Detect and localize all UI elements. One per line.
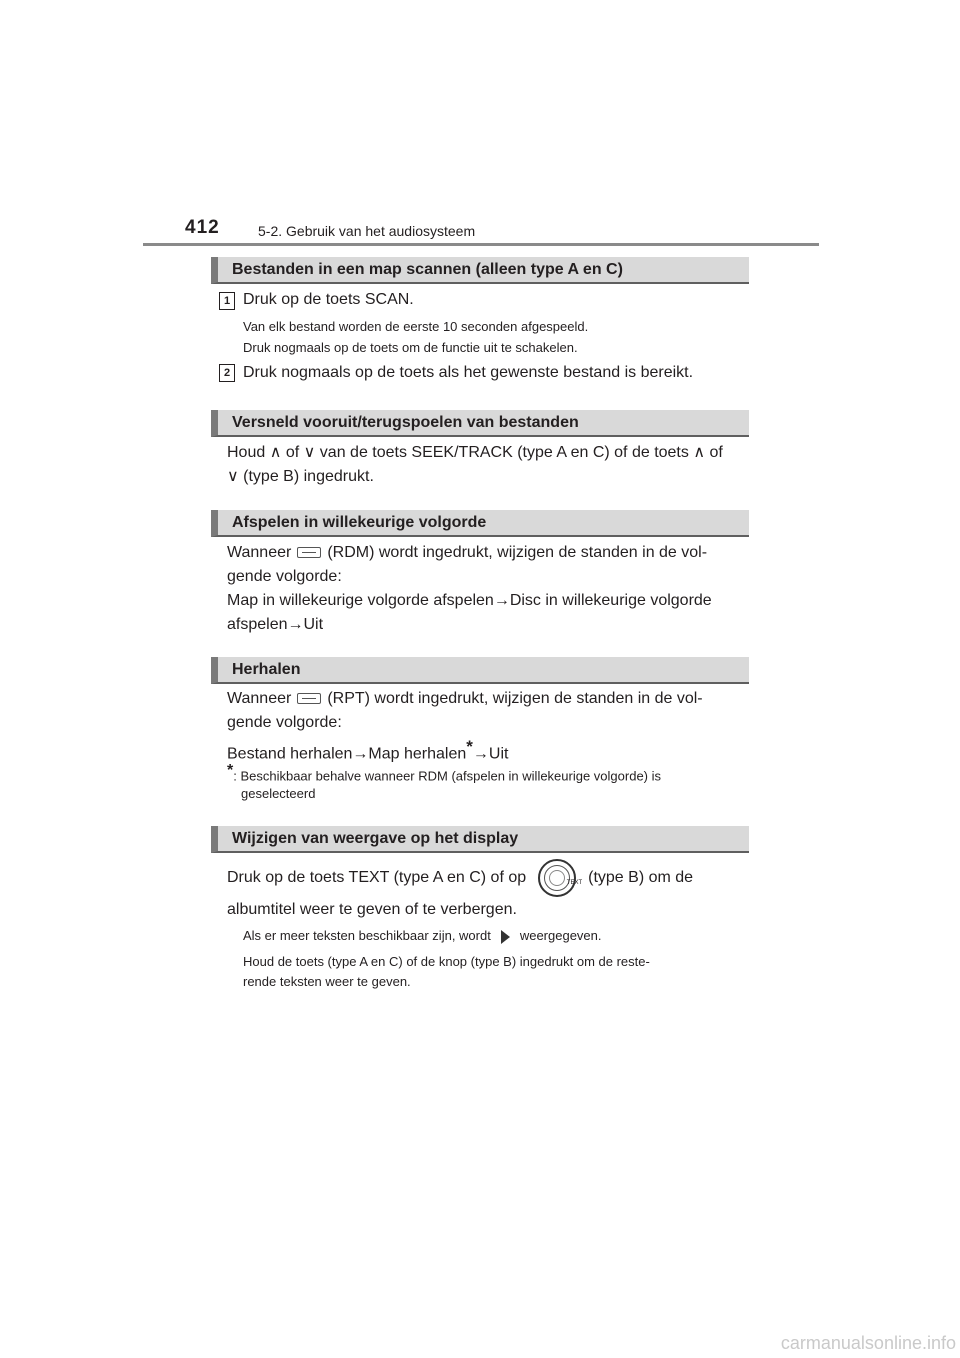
repeat-footnote [227,762,745,803]
seek-line-2: ∨ (type B) ingedrukt. [227,468,374,485]
repeat-heading-text: Herhalen [232,661,301,678]
seek-heading [211,410,749,437]
text-knob-icon [538,859,583,897]
footnote-text-2: geselecteerd [241,786,316,802]
repeat-line-1 [227,687,745,711]
repeat-heading [211,657,749,684]
step-1-badge: 1 [219,292,235,310]
step-1-text: Druk op de toets SCAN. [243,291,414,308]
page-number: 412 [185,217,220,238]
seek-body [227,441,745,489]
random-line-1-post: (RDM) wordt ingedrukt, wijzigen de standen in de vol- [327,544,708,561]
display-note-2-line-2: rende teksten weer te geven. [243,974,411,989]
display-line-1 [227,858,745,898]
repeat-line-2: gende volgorde: [227,714,342,731]
display-heading-text: Wijzigen van weergave op het display [232,830,519,847]
seek-line-1: Houd ∧ of ∨ van de toets SEEK/TRACK (type A en C) of de toets ∧ of [227,444,723,461]
random-line-3: Map in willekeurige volgorde afspelen→Disc in willekeurige volgorde [227,592,712,609]
rpt-button-icon [297,693,321,704]
step-1-note-1: Van elk bestand worden de eerste 10 seconden afgespeeld. [243,319,589,334]
display-note-1-post: weergegeven. [519,928,602,943]
random-line-2: gende volgorde: [227,568,342,585]
footnote-asterisk: * [227,762,234,779]
random-line-1 [227,541,745,565]
scan-heading-text: Bestanden in een map scannen (alleen type A en C) [232,261,623,278]
display-line-2: albumtitel weer te geven of te verbergen. [227,901,517,918]
random-body [227,541,745,637]
step-2-badge: 2 [219,364,235,382]
repeat-asterisk: * [466,737,473,756]
rdm-button-icon [297,547,321,558]
repeat-footnote-line-1 [227,762,745,785]
random-heading-text: Afspelen in willekeurige volgorde [232,514,487,531]
display-note-1 [243,926,745,946]
knob-label: TEXT [566,879,583,886]
repeat-line-1-post: (RPT) wordt ingedrukt, wijzigen de standen in de vol- [327,690,703,707]
random-line-4: afspelen→Uit [227,616,324,633]
scan-heading [211,257,749,284]
repeat-body [227,687,745,766]
seek-heading-text: Versneld vooruit/terugspoelen van bestanden [232,414,579,431]
random-line-1-pre: Wanneer [227,544,292,561]
watermark: carmanualsonline.info [780,1333,956,1353]
random-heading [211,510,749,537]
repeat-line-3-a: Bestand herhalen→Map herhalen [227,745,467,763]
step-2-text: Druk nogmaals op de toets als het gewenste bestand is bereikt. [243,364,694,381]
section-title: 5-2. Gebruik van het audiosysteem [258,223,476,239]
display-line-1-pre: Druk op de toets TEXT (type A en C) of op [227,869,527,886]
display-note-2-line-1: Houd de toets (type A en C) of de knop (type B) ingedrukt om de reste- [243,954,650,969]
footnote-text-1: : Beschikbaar behalve wanneer RDM (afspelen in willekeurige volgorde) is [233,768,662,784]
step-1-note-2: Druk nogmaals op de toets om de functie uit te schakelen. [243,340,578,355]
arrow-right-icon [501,930,510,944]
display-note-2 [243,952,745,992]
repeat-line-1-pre: Wanneer [227,690,292,707]
display-heading [211,826,749,853]
header-rule [143,243,819,246]
display-line-1-post: (type B) om de [588,869,694,886]
repeat-line-3-b: →Uit [472,745,509,763]
display-note-1-pre: Als er meer teksten beschikbaar zijn, wordt [243,928,491,943]
display-body [227,858,745,922]
